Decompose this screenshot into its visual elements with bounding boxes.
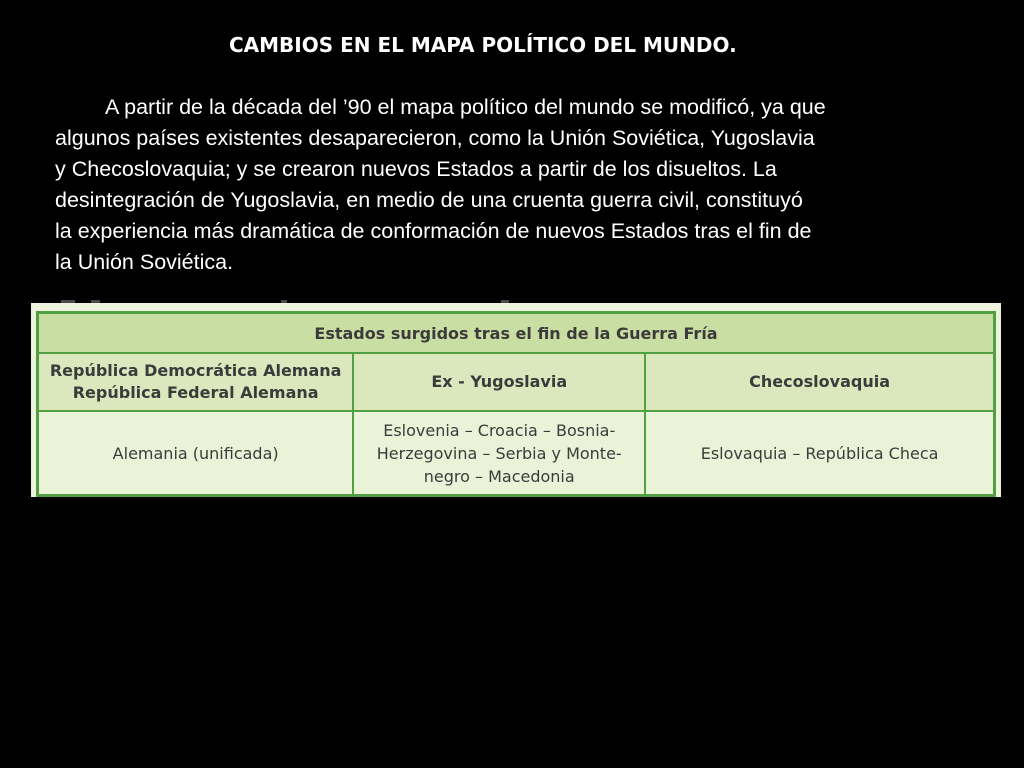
table-cell-line: Alemania (unificada) (112, 443, 279, 463)
cropped-text-remnant (61, 294, 541, 303)
states-table (36, 311, 996, 497)
table-caption-row (38, 313, 995, 354)
table-header-row (38, 353, 995, 411)
header-cell-germany (38, 353, 354, 411)
table-cell-germany (38, 411, 354, 496)
header-cell-czechoslovakia (645, 353, 994, 411)
paragraph-line: desintegración de Yugoslavia, en medio de una cruenta guerra civil, constituyó (55, 188, 803, 212)
paragraph-line: la experiencia más dramática de conformación de nuevos Estados tras el fin de (55, 219, 812, 243)
table-row (38, 411, 995, 496)
paragraph-line: la Unión Soviética. (55, 250, 234, 274)
table-cell-yugoslavia (353, 411, 645, 496)
slide-paragraph (55, 92, 970, 278)
header-cell-yugoslavia (353, 353, 645, 411)
table-image (31, 303, 1001, 497)
table-cell-czechoslovakia (645, 411, 994, 496)
table-caption: Estados surgidos tras el fin de la Guerra Fría (38, 313, 995, 354)
table-cell-line: negro – Macedonia (423, 466, 575, 486)
header-cell-line: Ex - Yugoslavia (431, 372, 568, 391)
table-cell-line: Eslovenia – Croacia – Bosnia- (383, 420, 616, 440)
slide-title: CAMBIOS EN EL MAPA POLÍTICO DEL MUNDO. (229, 33, 737, 57)
paragraph-line: y Checoslovaquia; y se crearon nuevos Estados a partir de los disueltos. La (55, 157, 777, 181)
header-cell-line: Checoslovaquia (749, 372, 890, 391)
paragraph-line: A partir de la década del ’90 el mapa político del mundo se modificó, ya que (105, 95, 826, 119)
header-cell-line: República Federal Alemana (72, 383, 319, 402)
paragraph-line: algunos países existentes desaparecieron, como la Unión Soviética, Yugoslavia (55, 126, 815, 150)
header-cell-line: República Democrática Alemana (49, 361, 342, 380)
table-cell-line: Herzegovina – Serbia y Monte- (376, 443, 622, 463)
table-cell-line: Eslovaquia – República Checa (700, 443, 939, 463)
